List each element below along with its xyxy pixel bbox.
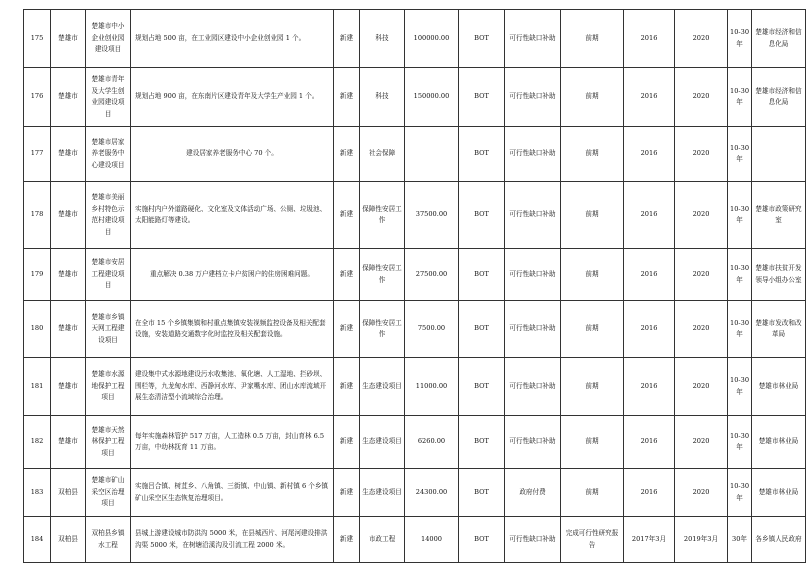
field-cell: 生态建设项目 xyxy=(360,469,405,517)
end-year-cell: 2020 xyxy=(675,301,728,358)
end-year-cell: 2020 xyxy=(675,249,728,301)
period-cell: 30年 xyxy=(728,517,752,563)
stage-cell: 前期 xyxy=(561,301,624,358)
investment-cell xyxy=(405,127,459,182)
content-cell: 建设居家养老服务中心 70 个。 xyxy=(131,127,334,182)
build-type-cell: 新建 xyxy=(334,517,360,563)
period-cell: 10-30年 xyxy=(728,10,752,68)
table-row xyxy=(24,10,806,68)
department-cell: 楚雄市经济和信息化局 xyxy=(752,10,806,68)
table-row xyxy=(24,469,806,517)
table-row xyxy=(24,249,806,301)
project-name-cell: 楚雄市天然林保护工程项目 xyxy=(86,416,131,469)
build-type-cell: 新建 xyxy=(334,68,360,127)
row-number: 184 xyxy=(24,517,51,563)
end-year-cell: 2019年3月 xyxy=(675,517,728,563)
operation-mode-cell: BOT xyxy=(459,249,505,301)
build-type-cell: 新建 xyxy=(334,301,360,358)
content-cell: 在全市 15 个乡镇集镇和村重点集镇安装视频监控设备及相关配套设施，安装道路交通数字化时监控及相关配套设施。 xyxy=(131,301,334,358)
county-cell: 楚雄市 xyxy=(51,416,86,469)
county-cell: 楚雄市 xyxy=(51,182,86,249)
project-name-cell: 双柏县乡镇水工程 xyxy=(86,517,131,563)
field-cell: 保障性安居工作 xyxy=(360,182,405,249)
table-row xyxy=(24,127,806,182)
row-number: 175 xyxy=(24,10,51,68)
funding-cell: 可行性缺口补助 xyxy=(505,127,561,182)
content-cell: 每年实施森林管护 517 万亩，人工造林 0.5 万亩，封山育林 6.5 万亩，中幼林抚育 11 万亩。 xyxy=(131,416,334,469)
project-name-cell: 楚雄市居家养老服务中心建设项目 xyxy=(86,127,131,182)
content-cell: 重点解决 0.38 万户建档立卡户贫困户的住房困难问题。 xyxy=(131,249,334,301)
department-cell: 楚雄市扶贫开发领导小组办公室 xyxy=(752,249,806,301)
department-cell: 楚雄市经济和信息化局 xyxy=(752,68,806,127)
content-cell: 规划占地 500 亩，在工业园区建设中小企业创业园 1 个。 xyxy=(131,10,334,68)
end-year-cell: 2020 xyxy=(675,127,728,182)
table-row xyxy=(24,301,806,358)
end-year-cell: 2020 xyxy=(675,182,728,249)
period-cell: 10-30年 xyxy=(728,182,752,249)
investment-cell: 14000 xyxy=(405,517,459,563)
funding-cell: 可行性缺口补助 xyxy=(505,249,561,301)
county-cell: 楚雄市 xyxy=(51,301,86,358)
table-row xyxy=(24,517,806,563)
start-year-cell: 2016 xyxy=(624,358,675,416)
county-cell: 双柏县 xyxy=(51,517,86,563)
table-row xyxy=(24,68,806,127)
funding-cell: 可行性缺口补助 xyxy=(505,182,561,249)
county-cell: 楚雄市 xyxy=(51,358,86,416)
content-cell: 实施村内户外道路硬化、文化室及文体活动广场、公厕、垃圾池、太阳能路灯等建设。 xyxy=(131,182,334,249)
row-number: 179 xyxy=(24,249,51,301)
investment-cell: 6260.00 xyxy=(405,416,459,469)
project-name-cell: 楚雄市中小企业创业园建设项目 xyxy=(86,10,131,68)
start-year-cell: 2016 xyxy=(624,10,675,68)
operation-mode-cell: BOT xyxy=(459,301,505,358)
funding-cell: 政府付费 xyxy=(505,469,561,517)
project-name-cell: 楚雄市美丽乡村特色示范村建设项目 xyxy=(86,182,131,249)
row-number: 176 xyxy=(24,68,51,127)
stage-cell: 前期 xyxy=(561,469,624,517)
end-year-cell: 2020 xyxy=(675,68,728,127)
build-type-cell: 新建 xyxy=(334,127,360,182)
start-year-cell: 2017年3月 xyxy=(624,517,675,563)
county-cell: 双柏县 xyxy=(51,469,86,517)
content-cell: 县城上游建设城市防洪沟 5000 米，在县城西片、河尾河建设排洪沟渠 5000 米，在树塘沿溪沟及引流工程 2000 米。 xyxy=(131,517,334,563)
investment-cell: 7500.00 xyxy=(405,301,459,358)
stage-cell: 前期 xyxy=(561,127,624,182)
row-number: 178 xyxy=(24,182,51,249)
field-cell: 生态建设项目 xyxy=(360,358,405,416)
start-year-cell: 2016 xyxy=(624,249,675,301)
investment-cell: 11000.00 xyxy=(405,358,459,416)
field-cell: 社会保障 xyxy=(360,127,405,182)
funding-cell: 可行性缺口补助 xyxy=(505,358,561,416)
project-name-cell: 楚雄市青年及大学生创业园建设项目 xyxy=(86,68,131,127)
build-type-cell: 新建 xyxy=(334,182,360,249)
field-cell: 保障性安居工作 xyxy=(360,301,405,358)
stage-cell: 前期 xyxy=(561,358,624,416)
start-year-cell: 2016 xyxy=(624,182,675,249)
stage-cell: 前期 xyxy=(561,68,624,127)
field-cell: 科技 xyxy=(360,68,405,127)
table-body xyxy=(24,10,806,563)
operation-mode-cell: BOT xyxy=(459,127,505,182)
stage-cell: 前期 xyxy=(561,416,624,469)
department-cell: 楚雄市林业局 xyxy=(752,416,806,469)
county-cell: 楚雄市 xyxy=(51,10,86,68)
operation-mode-cell: BOT xyxy=(459,517,505,563)
start-year-cell: 2016 xyxy=(624,127,675,182)
operation-mode-cell: BOT xyxy=(459,182,505,249)
operation-mode-cell: BOT xyxy=(459,10,505,68)
start-year-cell: 2016 xyxy=(624,469,675,517)
stage-cell: 完成可行性研究报告 xyxy=(561,517,624,563)
county-cell: 楚雄市 xyxy=(51,127,86,182)
period-cell: 10-30年 xyxy=(728,68,752,127)
stage-cell: 前期 xyxy=(561,182,624,249)
table-row xyxy=(24,416,806,469)
funding-cell: 可行性缺口补助 xyxy=(505,68,561,127)
build-type-cell: 新建 xyxy=(334,249,360,301)
department-cell: 楚雄市林业局 xyxy=(752,358,806,416)
end-year-cell: 2020 xyxy=(675,10,728,68)
row-number: 183 xyxy=(24,469,51,517)
table-row xyxy=(24,182,806,249)
content-cell: 规划占地 900 亩，在东南片区建设青年及大学生产业园 1 个。 xyxy=(131,68,334,127)
table-row xyxy=(24,358,806,416)
funding-cell: 可行性缺口补助 xyxy=(505,301,561,358)
investment-cell: 37500.00 xyxy=(405,182,459,249)
start-year-cell: 2016 xyxy=(624,68,675,127)
investment-cell: 27500.00 xyxy=(405,249,459,301)
period-cell: 10-30年 xyxy=(728,249,752,301)
funding-cell: 可行性缺口补助 xyxy=(505,517,561,563)
period-cell: 10-30年 xyxy=(728,416,752,469)
department-cell: 楚雄市政策研究室 xyxy=(752,182,806,249)
department-cell: 楚雄市发改和改革局 xyxy=(752,301,806,358)
operation-mode-cell: BOT xyxy=(459,469,505,517)
row-number: 182 xyxy=(24,416,51,469)
build-type-cell: 新建 xyxy=(334,416,360,469)
stage-cell: 前期 xyxy=(561,249,624,301)
operation-mode-cell: BOT xyxy=(459,68,505,127)
investment-cell: 24300.00 xyxy=(405,469,459,517)
project-name-cell: 楚雄市安居工程建设项目 xyxy=(86,249,131,301)
field-cell: 保障性安居工作 xyxy=(360,249,405,301)
investment-cell: 100000.00 xyxy=(405,10,459,68)
period-cell: 10-30年 xyxy=(728,127,752,182)
project-table xyxy=(23,9,806,563)
content-cell: 建设集中式水源地建设污水收集池、氧化塘、人工湿地、拦砂坝、围栏等，九龙甸水库、西静河水库、尹家嘴水库、团山水库流域开展生态清洁型小流域综合治理。 xyxy=(131,358,334,416)
row-number: 177 xyxy=(24,127,51,182)
project-name-cell: 楚雄市矿山采空区治理项目 xyxy=(86,469,131,517)
period-cell: 10-30年 xyxy=(728,469,752,517)
start-year-cell: 2016 xyxy=(624,301,675,358)
project-name-cell: 楚雄市乡镇天网工程建设项目 xyxy=(86,301,131,358)
operation-mode-cell: BOT xyxy=(459,416,505,469)
department-cell: 楚雄市林业局 xyxy=(752,469,806,517)
funding-cell: 可行性缺口补助 xyxy=(505,416,561,469)
period-cell: 10-30年 xyxy=(728,301,752,358)
operation-mode-cell: BOT xyxy=(459,358,505,416)
end-year-cell: 2020 xyxy=(675,358,728,416)
end-year-cell: 2020 xyxy=(675,416,728,469)
row-number: 180 xyxy=(24,301,51,358)
project-table-sheet xyxy=(23,9,806,563)
start-year-cell: 2016 xyxy=(624,416,675,469)
field-cell: 生态建设项目 xyxy=(360,416,405,469)
funding-cell: 可行性缺口补助 xyxy=(505,10,561,68)
project-name-cell: 楚雄市水源地保护工程项目 xyxy=(86,358,131,416)
stage-cell: 前期 xyxy=(561,10,624,68)
content-cell: 实施吕合镇、树苴乡、八角镇、三街镇、中山镇、新村镇 6 个乡镇矿山采空区生态恢复治理项目。 xyxy=(131,469,334,517)
department-cell: 各乡镇人民政府 xyxy=(752,517,806,563)
end-year-cell: 2020 xyxy=(675,469,728,517)
row-number: 181 xyxy=(24,358,51,416)
period-cell: 10-30年 xyxy=(728,358,752,416)
county-cell: 楚雄市 xyxy=(51,249,86,301)
department-cell xyxy=(752,127,806,182)
build-type-cell: 新建 xyxy=(334,469,360,517)
field-cell: 科技 xyxy=(360,10,405,68)
county-cell: 楚雄市 xyxy=(51,68,86,127)
field-cell: 市政工程 xyxy=(360,517,405,563)
build-type-cell: 新建 xyxy=(334,10,360,68)
investment-cell: 150000.00 xyxy=(405,68,459,127)
build-type-cell: 新建 xyxy=(334,358,360,416)
